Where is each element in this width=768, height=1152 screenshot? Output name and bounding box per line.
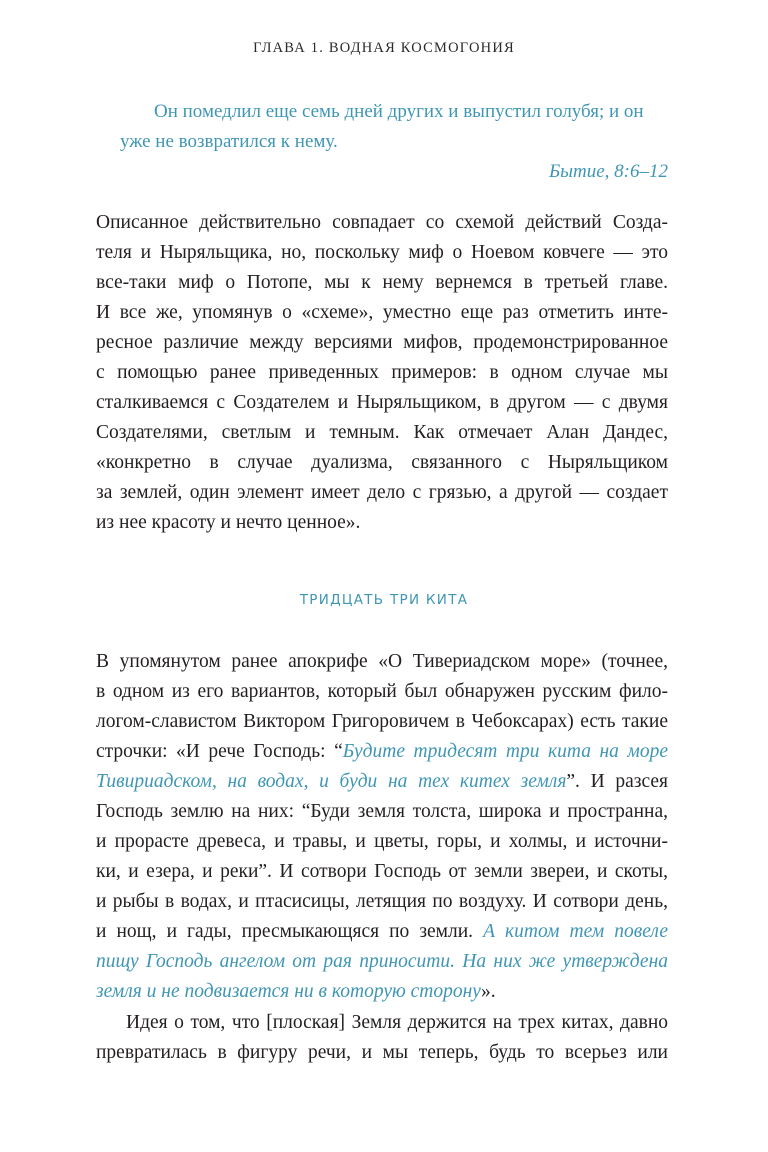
text-line bbox=[96, 947, 668, 977]
apocrypha-citation: пищу Господь ангелом от рая приносити. На них же утверждена bbox=[96, 951, 668, 972]
text-line: И все же, упомянув о «схеме», уместно еще раз отметить инте- bbox=[96, 302, 668, 323]
text-line: и рыбы в водах, и птасисицы, летящия по воздуху. И сотвори день, bbox=[96, 891, 668, 912]
text-line: «конкретно в случае дуализма, связанного с Ныряльщиком bbox=[96, 452, 668, 473]
text-line: из нее красоту и нечто ценное». bbox=[96, 512, 361, 533]
text-line: в одном из его вариантов, который был обнаружен русским фило- bbox=[96, 681, 668, 702]
paragraph-whales bbox=[96, 647, 668, 1007]
text-line: ресное различие между версиями мифов, продемонстрированное bbox=[96, 332, 668, 353]
text-run: ”. И разсея bbox=[566, 771, 668, 792]
section-heading: ТРИДЦАТЬ ТРИ КИТА bbox=[299, 592, 469, 608]
running-head: ГЛАВА 1. ВОДНАЯ КОСМОГОНИЯ bbox=[253, 40, 515, 56]
text-line: Создателями, светлым и темным. Как отмечает Алан Дандес, bbox=[96, 422, 668, 443]
text-line: Господь землю на них: “Буди земля толста, широка и пространна, bbox=[96, 801, 668, 822]
paragraph-figure-of-speech bbox=[96, 1008, 668, 1068]
apocrypha-citation: Тивириадском, на водах, и буди на тех китех земля bbox=[96, 771, 567, 792]
text-line bbox=[96, 737, 668, 767]
paragraph-dualism bbox=[96, 208, 668, 538]
text-run: ». bbox=[480, 981, 496, 1002]
quote-line: уже не возвратился к нему. bbox=[120, 131, 338, 152]
text-line: Идея о том, что [плоская] Земля держится на трех китах, давно bbox=[126, 1012, 668, 1033]
text-run: строчки: «И рече Господь: “ bbox=[96, 741, 343, 762]
quote-source: Бытие, 8:6–12 bbox=[548, 161, 668, 182]
text-line: теля и Ныряльщика, но, поскольку миф о Ноевом ковчеге — это bbox=[96, 242, 668, 263]
text-line: превратилась в фигуру речи, и мы теперь, будь то всерьез или bbox=[96, 1042, 668, 1063]
text-line: ки, и езера, и реки”. И сотвори Господь от земли звереи, и скоты, bbox=[96, 861, 668, 882]
text-line: и прорасте древеса, и травы, и цветы, горы, и холмы, и источни- bbox=[96, 831, 668, 852]
text-line: сталкиваемся с Создателем и Ныряльщиком, в другом — с двумя bbox=[96, 392, 668, 413]
text-line bbox=[96, 767, 668, 797]
quote-line: Он помедлил еще семь дней других и выпустил голубя; и он bbox=[154, 101, 644, 122]
apocrypha-citation: земля и не подвизается ни в которую сторону bbox=[96, 981, 481, 1002]
text-run: и нощ, и гады, пресмыкающяся по земли. bbox=[96, 921, 484, 942]
apocrypha-citation: А китом тем повеле bbox=[483, 921, 669, 942]
text-line bbox=[96, 917, 668, 947]
text-line: Описанное действительно совпадает со схемой действий Созда- bbox=[96, 212, 668, 233]
text-line: с помощью ранее приведенных примеров: в одном случае мы bbox=[96, 362, 668, 383]
epigraph-quote bbox=[120, 97, 668, 157]
text-line: В упомянутом ранее апокрифе «О Тивериадском море» (точнее, bbox=[96, 651, 668, 672]
text-line: все-таки миф о Потопе, мы к нему вернемся в третьей главе. bbox=[96, 272, 668, 293]
text-line bbox=[96, 977, 668, 1007]
text-line: логом-славистом Виктором Григоровичем в Чебоксарах) есть такие bbox=[96, 711, 668, 732]
apocrypha-citation: Будите тридесят три кита на море bbox=[342, 741, 668, 762]
text-line: за землей, один элемент имеет дело с грязью, а другой — создает bbox=[96, 482, 668, 503]
